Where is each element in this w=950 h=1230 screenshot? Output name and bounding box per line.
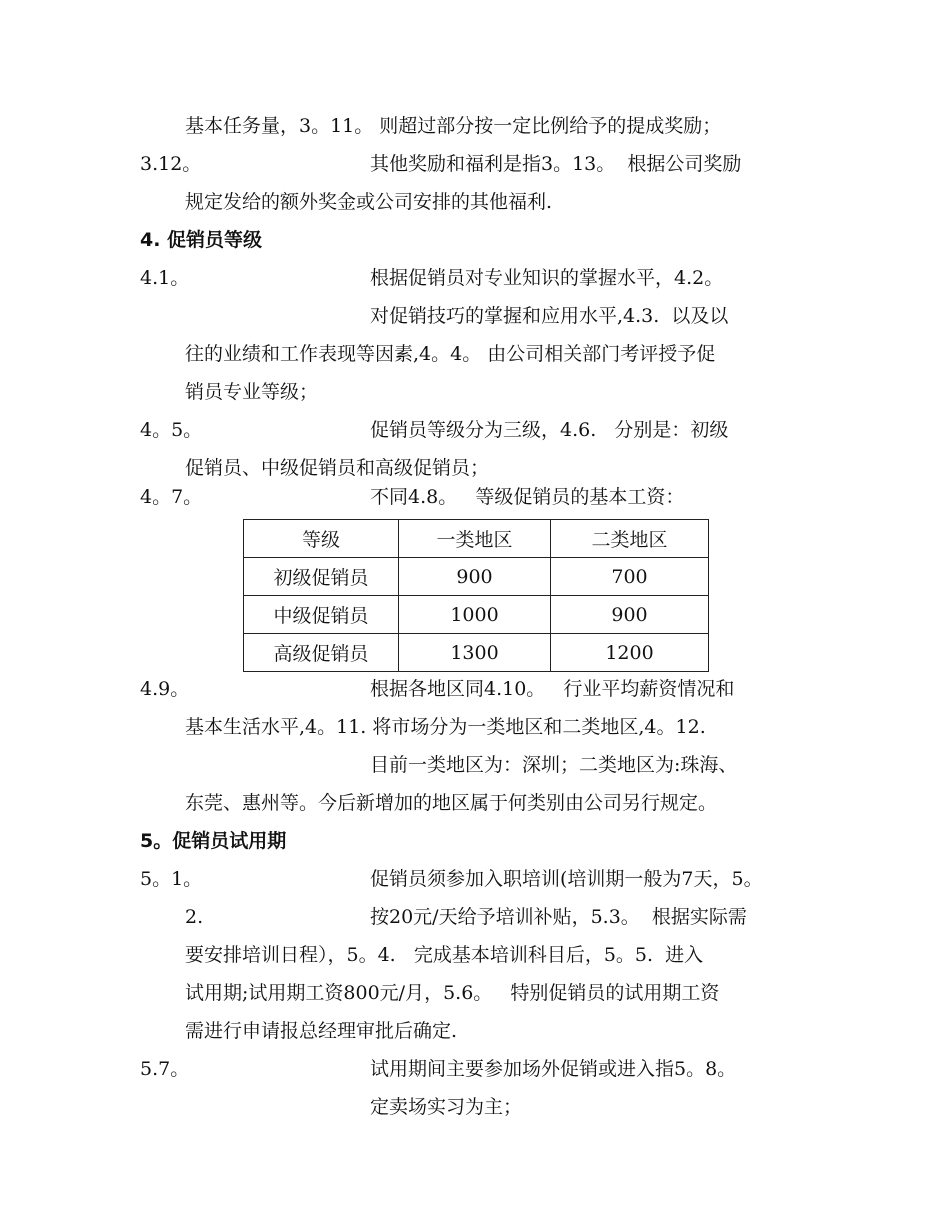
text-line: 定卖场实习为主； xyxy=(370,1096,523,1118)
text-line: 其他奖励和福利是指3。13。 根据公司奖励 xyxy=(370,153,742,175)
clause-number: 4.9。 xyxy=(140,678,190,700)
table-cell: 初级促销员 xyxy=(244,558,399,596)
table-row xyxy=(244,596,709,634)
text-line: 东莞、惠州等。今后新增加的地区属于何类别由公司另行规定。 xyxy=(185,792,718,814)
clause-number: 4。7。 xyxy=(140,486,203,508)
text-line: 往的业绩和工作表现等因素,4。4。 由公司相关部门考评授予促 xyxy=(185,343,716,365)
text-line: 根据促销员对专业知识的掌握水平，4.2。 xyxy=(370,267,724,289)
text-line: 销员专业等级； xyxy=(185,381,319,403)
table-cell: 高级促销员 xyxy=(244,634,399,672)
table-cell: 900 xyxy=(399,558,551,596)
section-heading-5: 5。促销员试用期 xyxy=(140,830,287,852)
table-row xyxy=(244,558,709,596)
salary-table xyxy=(243,519,709,672)
table-cell: 1000 xyxy=(399,596,551,634)
clause-number: 5。1。 xyxy=(140,868,203,890)
clause-number: 3.12。 xyxy=(140,153,202,175)
clause-number: 5.7。 xyxy=(140,1058,190,1080)
table-cell: 700 xyxy=(551,558,709,596)
text-line: 目前一类地区为：深圳；二类地区为:珠海、 xyxy=(370,754,738,776)
text-line: 基本任务量，3。11。 则超过部分按一定比例给予的提成奖励； xyxy=(185,115,722,137)
text-line: 试用期;试用期工资800元/月，5.6。 特别促销员的试用期工资 xyxy=(185,982,720,1004)
text-line: 根据各地区同4.10。 行业平均薪资情况和 xyxy=(370,678,735,700)
table-header: 二类地区 xyxy=(551,520,709,558)
clause-number: 4。5。 xyxy=(140,419,203,441)
text-line: 对促销技巧的掌握和应用水平,4.3. 以及以 xyxy=(370,305,729,327)
text-line: 促销员须参加入职培训(培训期一般为7天，5。 xyxy=(370,868,763,890)
table-cell: 900 xyxy=(551,596,709,634)
table-header-row xyxy=(244,520,709,558)
text-line: 按20元/天给予培训补贴，5.3。 根据实际需 xyxy=(370,906,747,928)
text-line: 促销员、中级促销员和高级促销员； xyxy=(185,457,490,479)
text-line: 试用期间主要参加场外促销或进入指5。8。 xyxy=(370,1058,737,1080)
text-line: 基本生活水平,4。11. 将市场分为一类地区和二类地区,4。12. xyxy=(185,716,706,738)
clause-number: 2. xyxy=(185,906,204,928)
table-cell: 1300 xyxy=(399,634,551,672)
table-cell: 中级促销员 xyxy=(244,596,399,634)
table-row xyxy=(244,634,709,672)
text-line: 不同4.8。 等级促销员的基本工资： xyxy=(370,486,685,508)
text-line: 要安排培训日程），5。4. 完成基本培训科目后，5。5. 进入 xyxy=(185,944,704,966)
table-cell: 1200 xyxy=(551,634,709,672)
table-header: 等级 xyxy=(244,520,399,558)
section-heading-4: 4. 促销员等级 xyxy=(140,229,263,251)
text-line: 促销员等级分为三级，4.6. 分别是：初级 xyxy=(370,419,729,441)
text-line: 规定发给的额外奖金或公司安排的其他福利. xyxy=(185,191,553,213)
clause-number: 4.1。 xyxy=(140,267,190,289)
text-line: 需进行申请报总经理审批后确定. xyxy=(185,1020,458,1042)
table-header: 一类地区 xyxy=(399,520,551,558)
